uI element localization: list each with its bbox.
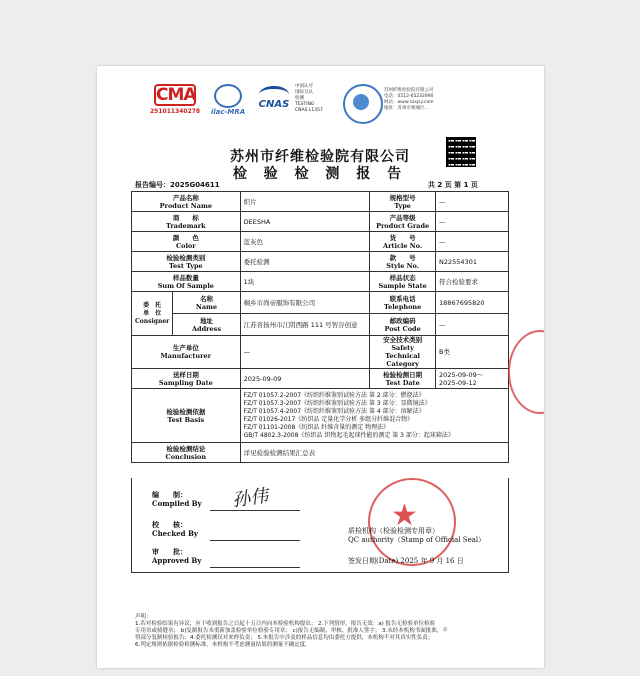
cnas-info-line: 中国认可: [295, 84, 313, 89]
test-date-value: 2025-09-09～ 2025-09-12: [436, 369, 509, 389]
sum-label: 样品数量 Sum Of Sample: [132, 272, 241, 292]
declaration-notes: [135, 614, 507, 649]
manufacturer-value: —: [240, 336, 370, 369]
cma-logo: [150, 84, 200, 115]
org-info: [384, 88, 494, 112]
org-info-line: 苏州纤维检验院有限公司: [384, 88, 434, 93]
article-value: —: [436, 232, 509, 252]
style-label: 款 号 Style No.: [370, 252, 436, 272]
checked-label: 校 核： Checked By: [152, 520, 198, 538]
consigner-name-value: 桐乡市尚帝服饰有限公司: [240, 292, 370, 314]
ilac-text: ilac-MRA: [210, 108, 246, 116]
cnas-info-line: CNAS L1357: [295, 108, 323, 113]
logo-bar: [150, 82, 490, 130]
model-label: 规格型号 Type: [370, 192, 436, 212]
cnas-info-line: 国际互认: [295, 90, 313, 95]
test-date-label: 检验检测日期 Test Date: [370, 369, 436, 389]
notes-line: 专用章或骑缝章； b)复制报告未重新加盖检验单位检验专用章； c)报告无编制、审核、批准人签字； 3.未经本机构书面批准，不: [135, 628, 448, 634]
report-title: 苏州市纤维检验院有限公司: [230, 149, 410, 165]
issue-date: 签发日期(Date) 2025 年 9 月 16 日: [348, 557, 464, 565]
basis-item: FZ/T 01101-2008《纺织品 纤维含量的测定 物理法》: [243, 423, 390, 431]
telephone-value: 18867695820: [436, 292, 509, 314]
basis-list: [240, 389, 508, 443]
postcode-value: —: [436, 314, 509, 336]
name-label: 名称 Name: [173, 292, 240, 314]
qc-authority: [348, 527, 485, 545]
notes-line: 6.判定规则依据检验检测标准，本机构不考虑测量结果的测量不确定度。: [135, 642, 311, 648]
test-type-value: 委托检测: [240, 252, 370, 272]
report-subtitle: 检 验 检 测 报 告: [232, 166, 408, 182]
color-value: 蓝灰色: [240, 232, 370, 252]
basis-item: FZ/T 01057.2-2007《纺织纤维鉴别试验方法 第 2 部分：燃烧法》: [243, 391, 425, 399]
basis-item: FZ/T 01057.3-2007《纺织纤维鉴别试验方法 第 3 部分：显微镜法》: [243, 399, 431, 407]
article-label: 货 号 Article No.: [370, 232, 436, 252]
consigner-label: 委 托 单 位 Consigner: [132, 292, 173, 336]
cnas-info-line: TESTING: [295, 102, 315, 107]
manufacturer-label: 生产单位 Manufacturer: [132, 336, 241, 369]
org-info-line: 电话：0512-65232890: [384, 94, 434, 99]
cnas-text: CNAS: [258, 99, 290, 110]
approved-label: 审 批： Approved By: [152, 547, 202, 565]
safety-value: B类: [436, 336, 509, 369]
test-type-label: 检验检测类别 Test Type: [132, 252, 241, 272]
color-label: 颜 色 Color: [132, 232, 241, 252]
product-name-label: 产品名称 Product Name: [132, 192, 241, 212]
org-info-line: 地址：苏州市相城区...: [384, 106, 429, 111]
compiled-signature: 孙伟: [230, 485, 270, 512]
product-name-value: 织片: [240, 192, 370, 212]
notes-heading: 声明：: [135, 614, 152, 620]
trademark-value: DEESHA: [240, 212, 370, 232]
compiled-line: [210, 510, 300, 511]
globe-icon: [214, 84, 242, 108]
sampling-label: 送样日期 Sampling Date: [132, 369, 241, 389]
basis-label: 检验检测依据 Test Basis: [132, 389, 241, 443]
cma-number: 251011340278: [150, 108, 201, 115]
report-table: [131, 191, 509, 463]
qc-line: 质检机构（检验检测专用章）: [348, 527, 439, 535]
state-value: 符合检验要求: [436, 272, 509, 292]
address-value: 江苏省扬州市江阴西路 111 号智谷创意: [240, 314, 370, 336]
compiled-label: 编 制： Compiled By: [152, 490, 202, 508]
trademark-label: 商 标 Trademark: [132, 212, 241, 232]
address-label: 地址 Address: [173, 314, 240, 336]
state-label: 样品状态 Sample State: [370, 272, 436, 292]
sampling-value: 2025-09-09: [240, 369, 370, 389]
style-value: N22554301: [436, 252, 509, 272]
telephone-label: 联系电话 Telephone: [370, 292, 436, 314]
notes-line: 1.若对检验结果有异议，应于收到报告之日起十五日内向本检验机构提出； 2.下列情形，报告无效：a) 报告无检验单位检验: [135, 621, 436, 627]
basis-item: FZ/T 01026-2017《纺织品 定量化学分析 多组分纤维混合物》: [243, 415, 414, 423]
safety-label: 安全技术类别 Safety Technical Category: [370, 336, 436, 369]
cnas-logo: [256, 86, 292, 110]
cnas-info-line: 检测: [295, 96, 304, 101]
postcode-label: 邮政编码 Post Code: [370, 314, 436, 336]
seal-star-icon: ★: [391, 498, 418, 533]
model-value: —: [436, 192, 509, 212]
institute-seal-icon: [343, 84, 383, 124]
edge-seal-stamp: [508, 330, 572, 414]
basis-item: GB/T 4802.3-2008《纺织品 织物起毛起球性能的测定 第 3 部分：起球箱法》: [243, 431, 454, 439]
basis-item: FZ/T 01057.4-2007《纺织纤维鉴别试验方法 第 4 部分：溶解法》: [243, 407, 425, 415]
conclusion-value: 详见检验检测结果汇总表: [240, 443, 508, 463]
page-count: 共 2 页 第 1 页: [428, 181, 478, 189]
report-number: 报告编号：2025G04611: [135, 181, 220, 189]
notes-line: 得部分复制检验报告；4.委托检测仅对来样负责； 5.本报告中涉及的样品信息均由委托方提供，本机构不对其真实性负责；: [135, 635, 434, 641]
checked-line: [210, 540, 300, 541]
grade-value: —: [436, 212, 509, 232]
org-info-line: 网站：www.szxjsy.com: [384, 100, 434, 105]
grade-label: 产品等级 Product Grade: [370, 212, 436, 232]
ilac-mra-logo: [208, 84, 248, 118]
qc-line: QC authority（Stamp of Official Seal）: [348, 536, 486, 544]
sum-value: 1块: [240, 272, 370, 292]
cnas-info: [295, 84, 323, 114]
cma-mark-icon: CMA: [156, 85, 196, 105]
conclusion-label: 检验检测结论 Conclusion: [132, 443, 241, 463]
approved-line: [210, 567, 300, 568]
